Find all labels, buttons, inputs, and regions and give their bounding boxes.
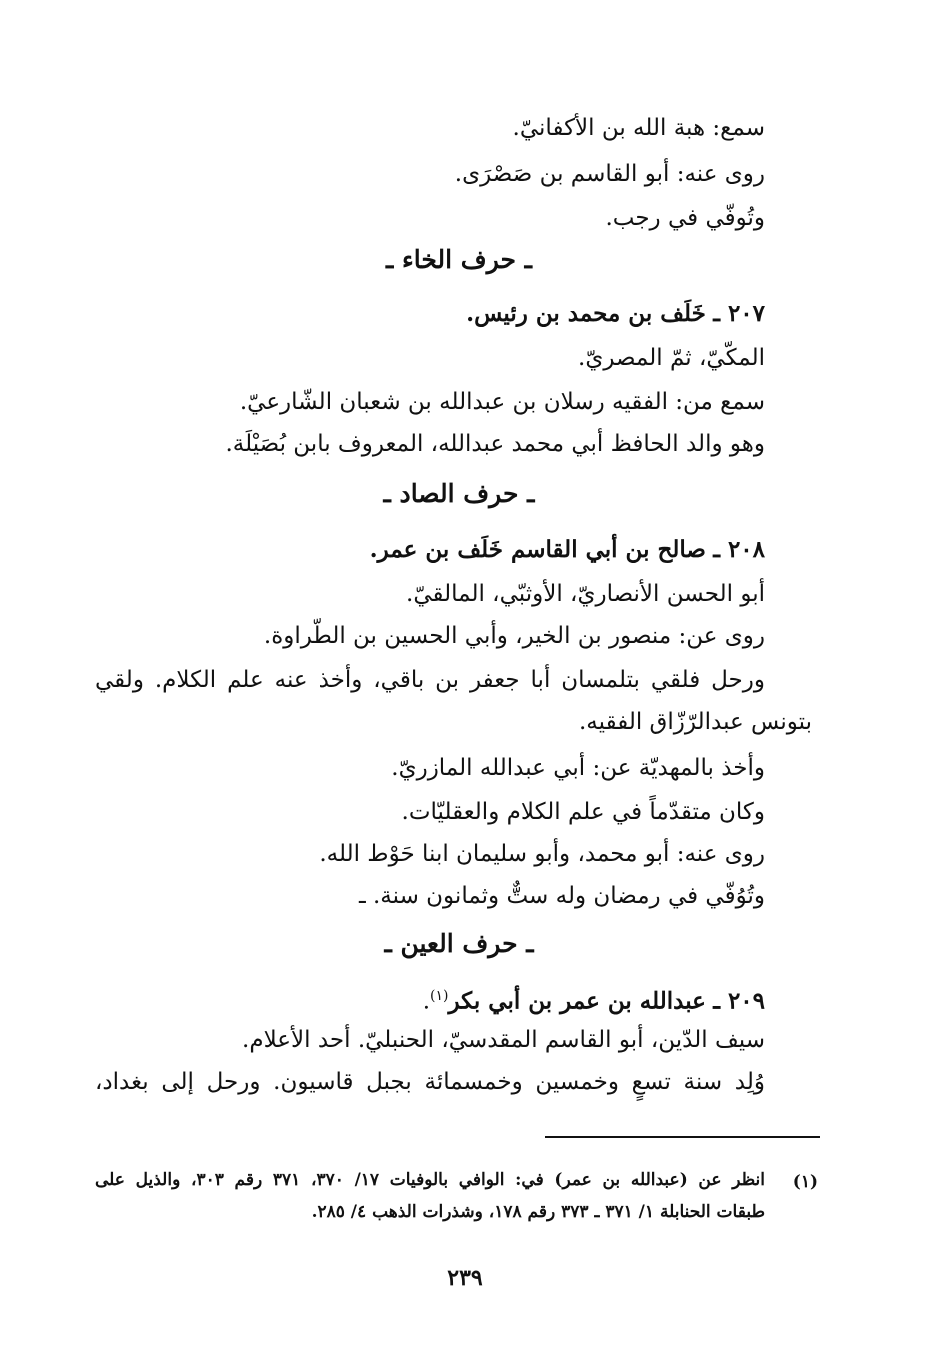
text-line: سمع من: الفقيه رسلان بن عبدالله بن شعبان الشّارعيّ. xyxy=(239,389,765,415)
entry-number: ٢٠٨ ـ xyxy=(713,536,765,563)
text-line: المكّيّ، ثمّ المصريّ. xyxy=(578,345,765,371)
text-line: وأخذ بالمهديّة عن: أبي عبدالله المازريّ. xyxy=(391,755,765,781)
entry-209-heading xyxy=(423,976,765,1016)
entry-207-heading xyxy=(466,294,765,334)
page-number: ٢٣٩ xyxy=(447,1265,483,1291)
section-heading: ـ حرف العين ـ xyxy=(384,929,534,958)
text-line: روى عن: منصور بن الخير، وأبي الحسين بن الطّراوة. xyxy=(263,623,765,649)
entry-208-heading xyxy=(370,530,765,570)
entry-number: ٢٠٧ ـ xyxy=(713,300,765,327)
footnote-line: انظر عن (عبدالله بن عمر) في: الوافي بالوفيات ١٧/ ٣٧٠، ٣٧١ رقم ٣٠٣، والذيل على xyxy=(95,1170,765,1190)
entry-name: خَلَف بن محمد بن رئيس. xyxy=(466,300,706,327)
section-heading: ـ حرف الخاء ـ xyxy=(386,245,532,274)
text-line: سمع: هبة الله بن الأكفانيّ. xyxy=(512,115,765,141)
text-line: وتُوُفّي في رمضان وله ستٌّ وثمانون سنة. ـ xyxy=(358,883,765,909)
section-heading: ـ حرف الصاد ـ xyxy=(383,479,535,508)
footnote-line: طبقات الحنابلة ١/ ٣٧١ ـ ٣٧٣ رقم ١٧٨، وشذرات الذهب ٤/ ٢٨٥. xyxy=(311,1202,765,1222)
footnote-mark: (١) xyxy=(792,1172,818,1192)
entry-end: . xyxy=(422,988,430,1015)
text-line: روى عنه: أبو محمد، وأبو سليمان ابنا حَوْط الله. xyxy=(319,841,765,867)
text-line: أبو الحسن الأنصاريّ، الأوثبّي، المالقيّ. xyxy=(406,581,765,607)
entry-name: صالح بن أبي القاسم خَلَف بن عمر. xyxy=(369,536,706,563)
text-line: سيف الدّين، أبو القاسم المقدسيّ، الحنبليّ. أحد الأعلام. xyxy=(242,1027,765,1053)
text-line: وهو والد الحافظ أبي محمد عبدالله، المعروف بابن بُصَيْلَة. xyxy=(225,431,765,457)
text-line: وكان متقدّماً في علم الكلام والعقليّات. xyxy=(401,799,765,825)
text-line: وتُوفّي في رجب. xyxy=(605,205,765,231)
entry-number: ٢٠٩ ـ xyxy=(713,987,765,1015)
text-line: ورحل فلقي بتلمسان أبا جعفر بن باقي، وأخذ عنه علم الكلام. ولقي xyxy=(95,667,765,693)
footnote-divider xyxy=(545,1136,820,1138)
entry-name: عبدالله بن عمر بن أبي بكر xyxy=(448,987,706,1015)
text-line: بتونس عبدالرّزّاق الفقيه. xyxy=(579,709,812,735)
footnote-ref: (١) xyxy=(430,988,449,1004)
text-line: روى عنه: أبو القاسم بن صَصْرَى. xyxy=(454,161,765,187)
text-line: وُلِد سنة تسعٍ وخمسين وخمسمائة بجبل قاسيون. ورحل إلى بغداد، xyxy=(95,1069,765,1095)
